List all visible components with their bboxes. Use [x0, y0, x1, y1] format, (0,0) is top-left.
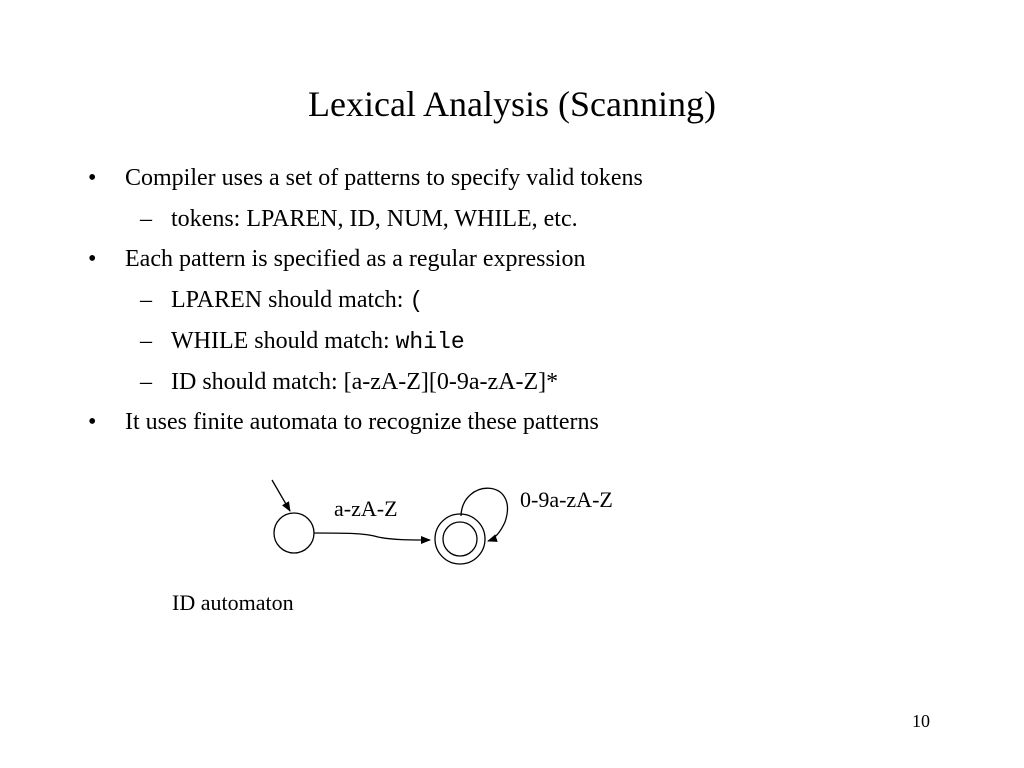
- start-state: [274, 513, 314, 553]
- sub-bullet-marker: –: [140, 369, 152, 395]
- sub-bullet-marker: –: [140, 328, 152, 354]
- sub-bullet-marker: –: [140, 206, 152, 232]
- diagram-caption: ID automaton: [172, 590, 294, 615]
- sub-bullet-text: ID should match: [a-zA-Z][0-9a-zA-Z]*: [171, 369, 559, 395]
- slide-number: 10: [912, 711, 930, 731]
- bullet-text: Each pattern is specified as a regular expression: [125, 246, 586, 272]
- slide-title: Lexical Analysis (Scanning): [308, 84, 716, 124]
- code-snippet: while: [395, 329, 465, 355]
- transition-arrow: [314, 533, 430, 540]
- accepting-state-inner: [443, 522, 477, 556]
- transition-label: a-zA-Z: [334, 496, 398, 521]
- start-arrow: [272, 480, 290, 511]
- sub-bullet-label: WHILE should match:: [171, 328, 396, 354]
- bullet-text: It uses finite automata to recognize these patterns: [125, 409, 599, 435]
- sub-bullet-text: tokens: LPAREN, ID, NUM, WHILE, etc.: [171, 206, 578, 232]
- bullet-marker: •: [88, 246, 97, 272]
- bullet-marker: •: [88, 409, 97, 435]
- loop-label: 0-9a-zA-Z: [520, 487, 613, 512]
- bullet-marker: •: [88, 165, 97, 191]
- sub-bullet-marker: –: [140, 287, 152, 313]
- code-snippet: (: [409, 288, 424, 314]
- bullet-text: Compiler uses a set of patterns to specify valid tokens: [125, 165, 643, 191]
- sub-bullet-label: LPAREN should match:: [171, 287, 410, 313]
